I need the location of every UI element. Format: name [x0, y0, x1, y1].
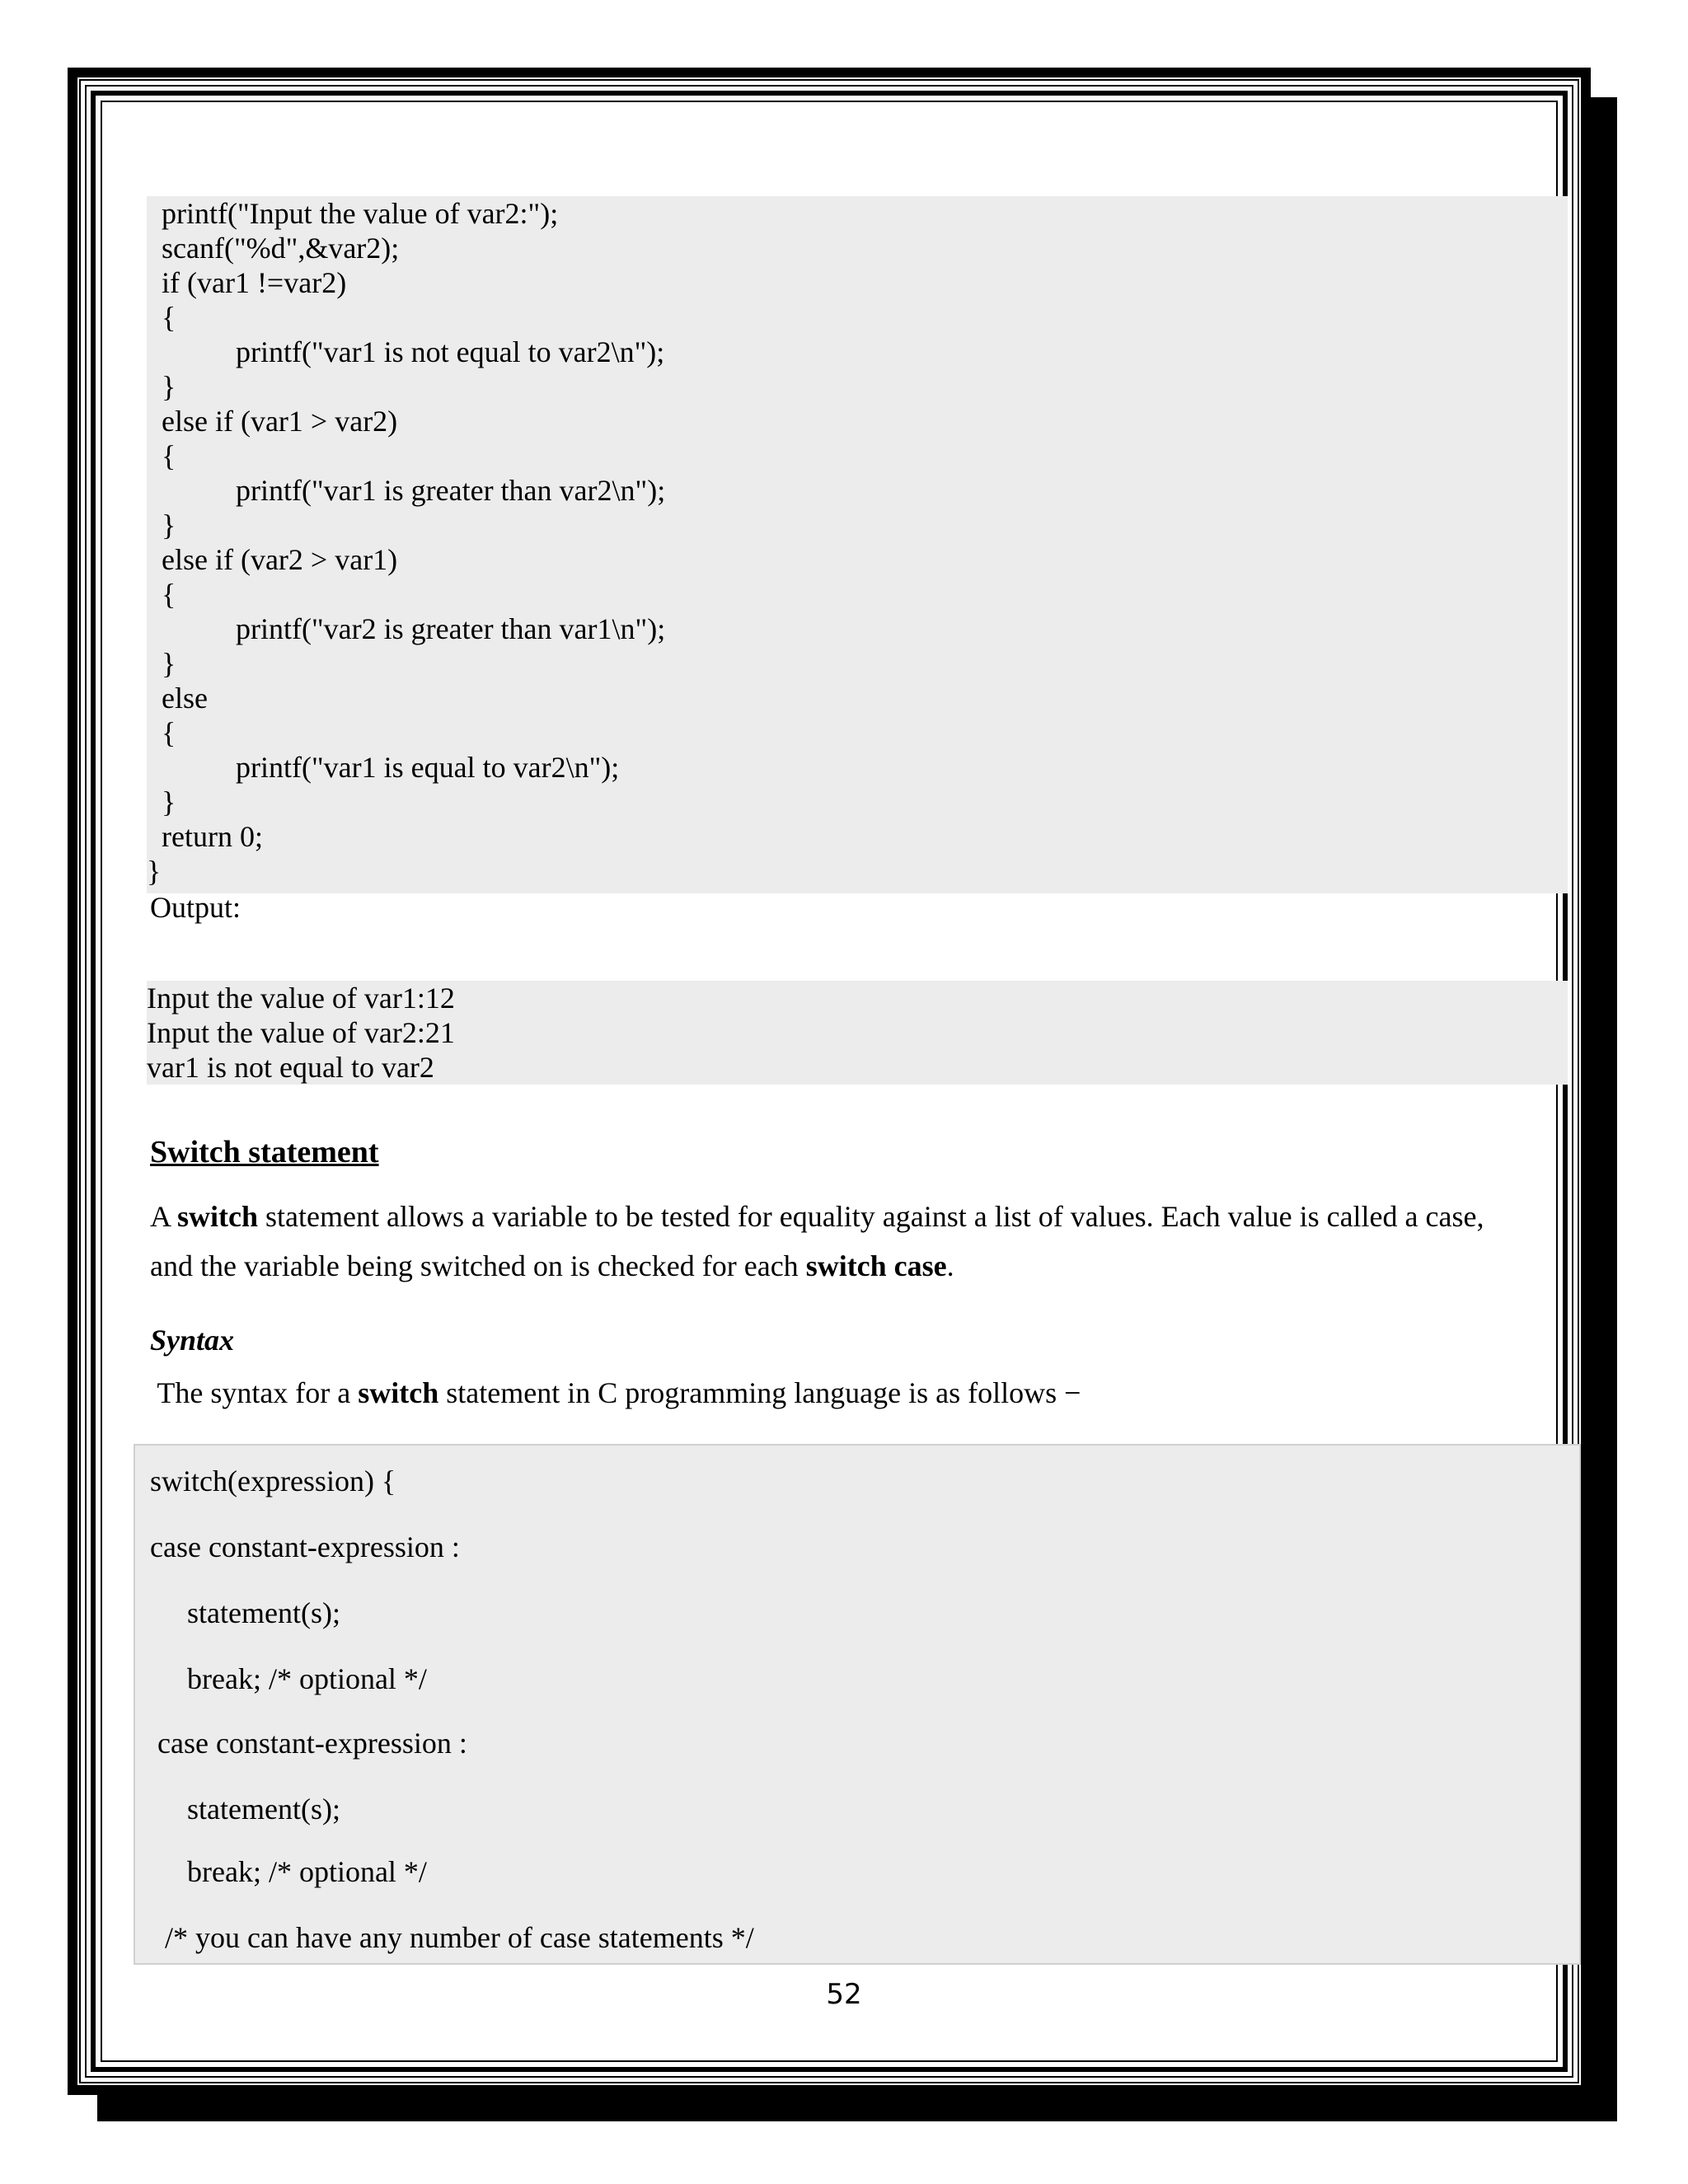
code-line: { [147, 578, 176, 611]
code-line: { [147, 301, 176, 334]
paragraph-line [150, 1248, 954, 1284]
output-line: var1 is not equal to var2 [147, 1051, 434, 1084]
code-line: { [147, 439, 176, 472]
code-line: } [147, 785, 176, 818]
text-run: . [946, 1249, 954, 1282]
syntax-heading: Syntax [150, 1324, 235, 1357]
code-line: } [147, 370, 176, 403]
code-line: case constant-expression : [150, 1530, 460, 1563]
output-label: Output: [150, 891, 241, 924]
code-line: break; /* optional */ [150, 1662, 427, 1695]
code-block-if-else [147, 196, 1568, 893]
code-line: statement(s); [150, 1793, 340, 1825]
code-line: else [147, 682, 208, 715]
code-line: } [147, 509, 176, 541]
text-run: The syntax for a [150, 1376, 359, 1409]
bold-term: switch [177, 1200, 259, 1233]
paragraph-line [150, 1198, 1484, 1235]
code-line: switch(expression) { [150, 1465, 396, 1497]
syntax-intro [150, 1375, 1081, 1411]
code-line: else if (var1 > var2) [147, 405, 398, 438]
page-number: 52 [826, 1978, 862, 2011]
code-line: { [147, 716, 176, 749]
code-line: } [147, 855, 162, 888]
syntax-code-block [134, 1444, 1581, 1965]
output-line: Input the value of var2:21 [147, 1016, 455, 1049]
code-line: /* you can have any number of case statements */ [150, 1921, 754, 1954]
code-line: case constant-expression : [150, 1727, 467, 1760]
output-line: Input the value of var1:12 [147, 982, 455, 1015]
code-line: if (var1 !=var2) [147, 266, 347, 299]
code-line: printf("Input the value of var2:"); [147, 197, 559, 230]
code-line: } [147, 647, 176, 680]
text-run: and the variable being switched on is checked for each [150, 1249, 806, 1282]
output-block [147, 981, 1568, 1085]
text-run: statement in C programming language is as follows − [438, 1376, 1081, 1409]
code-line: printf("var2 is greater than var1\n"); [147, 612, 666, 645]
text-run: statement allows a variable to be tested for equality against a list of values. Each value is called a case, [258, 1200, 1484, 1233]
section-heading: Switch statement [150, 1135, 379, 1169]
code-line: statement(s); [150, 1596, 340, 1629]
code-line: printf("var1 is not equal to var2\n"); [147, 335, 665, 368]
code-line: break; /* optional */ [150, 1855, 427, 1888]
code-line: else if (var2 > var1) [147, 543, 398, 576]
code-line: printf("var1 is equal to var2\n"); [147, 751, 620, 784]
code-line: printf("var1 is greater than var2\n"); [147, 474, 666, 507]
code-line: scanf("%d",&var2); [147, 232, 400, 265]
code-line: return 0; [147, 820, 263, 853]
text-run: A [150, 1200, 178, 1233]
bold-term: switch [358, 1376, 439, 1409]
bold-term: switch case [805, 1249, 947, 1282]
